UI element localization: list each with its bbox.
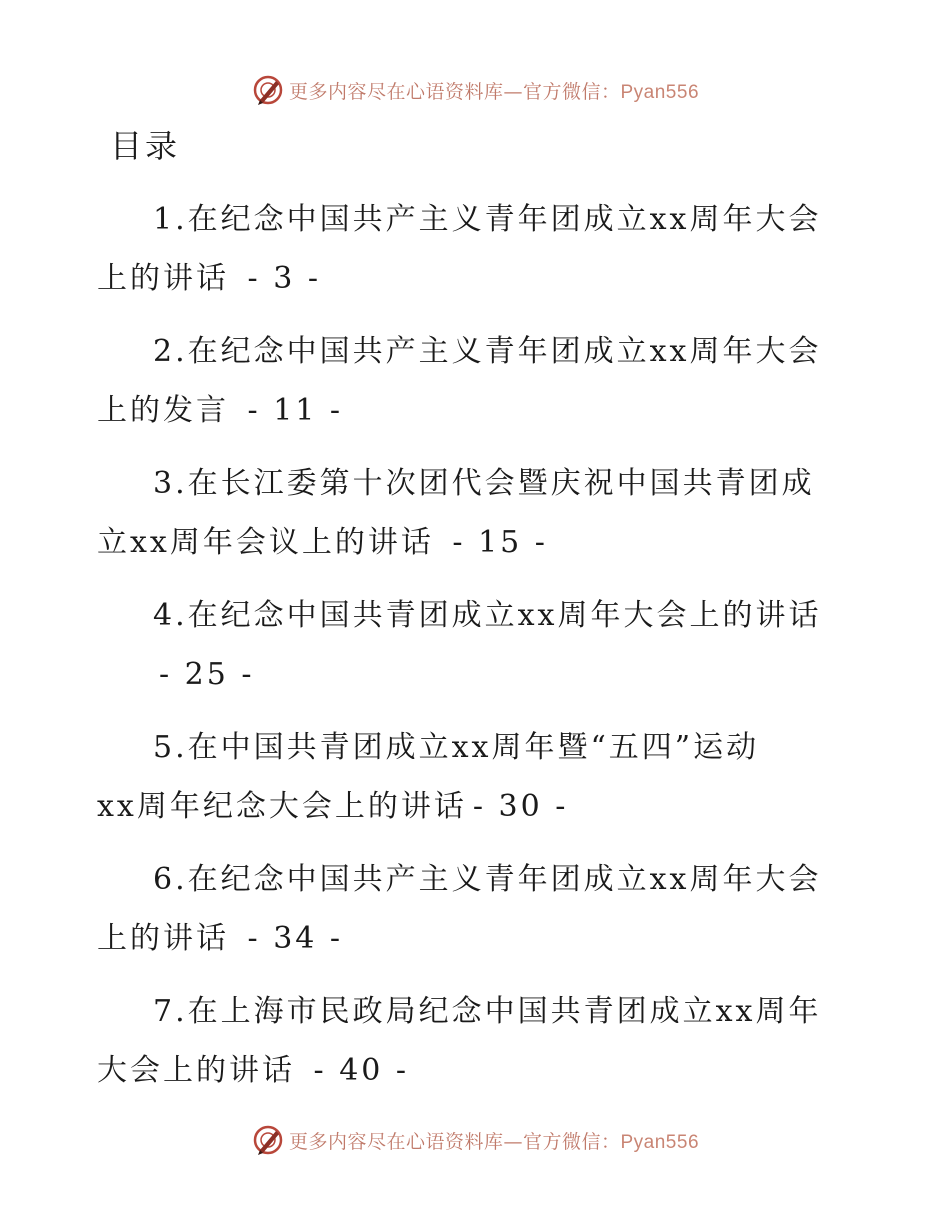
toc-item-title: 3.在长江委第十次团代会暨庆祝中国共青团成	[153, 466, 815, 501]
toc-item[interactable]	[97, 586, 857, 704]
toc-item-title-cont: 大会上的讲话	[97, 1053, 295, 1088]
toc-item[interactable]	[97, 322, 857, 440]
toc-item-title: 5.在中国共青团成立xx周年暨“五四”运动	[153, 730, 760, 765]
toc-item-page: - 15 -	[452, 525, 548, 560]
toc-item-title: 2.在纪念中国共产主义青年团成立xx周年大会	[153, 334, 822, 369]
watermark-banner-bottom	[0, 1120, 950, 1160]
toc-item-page: - 40 -	[313, 1053, 410, 1088]
toc-item-title-cont: xx周年纪念大会上的讲话	[97, 789, 467, 824]
toc-item[interactable]	[97, 982, 857, 1100]
toc-item[interactable]	[97, 718, 857, 836]
toc-item-title: 4.在纪念中国共青团成立xx周年大会上的讲话	[153, 598, 822, 633]
toc-item-page: - 3 -	[247, 261, 321, 296]
pen-logo-icon	[251, 1123, 285, 1157]
toc-item-page: - 11 -	[247, 393, 344, 428]
toc-item-page: - 30 -	[472, 789, 569, 824]
toc-item-title: 1.在纪念中国共产主义青年团成立xx周年大会	[153, 202, 822, 237]
watermark-text: 更多内容尽在心语资料库—官方微信：Pyan556	[288, 80, 700, 103]
toc-title: 目录	[110, 127, 181, 165]
toc-item-title-cont: 上的讲话	[97, 921, 229, 956]
pen-logo-icon	[251, 73, 285, 107]
watermark-banner-top	[0, 70, 950, 110]
toc-item-page: - 34 -	[247, 921, 344, 956]
toc-item-page: - 25 -	[159, 657, 255, 692]
toc-item[interactable]	[97, 850, 857, 968]
toc-item-title-cont: 立xx周年会议上的讲话	[97, 525, 434, 560]
toc-item-title: 7.在上海市民政局纪念中国共青团成立xx周年	[153, 994, 822, 1029]
toc-item-title-cont: 上的讲话	[97, 261, 229, 296]
watermark-text: 更多内容尽在心语资料库—官方微信：Pyan556	[288, 1130, 700, 1153]
toc-list	[97, 190, 857, 1114]
toc-item-title: 6.在纪念中国共产主义青年团成立xx周年大会	[153, 862, 822, 897]
toc-item[interactable]	[97, 190, 857, 308]
toc-item[interactable]	[97, 454, 857, 572]
toc-item-title-cont: 上的发言	[97, 393, 229, 428]
